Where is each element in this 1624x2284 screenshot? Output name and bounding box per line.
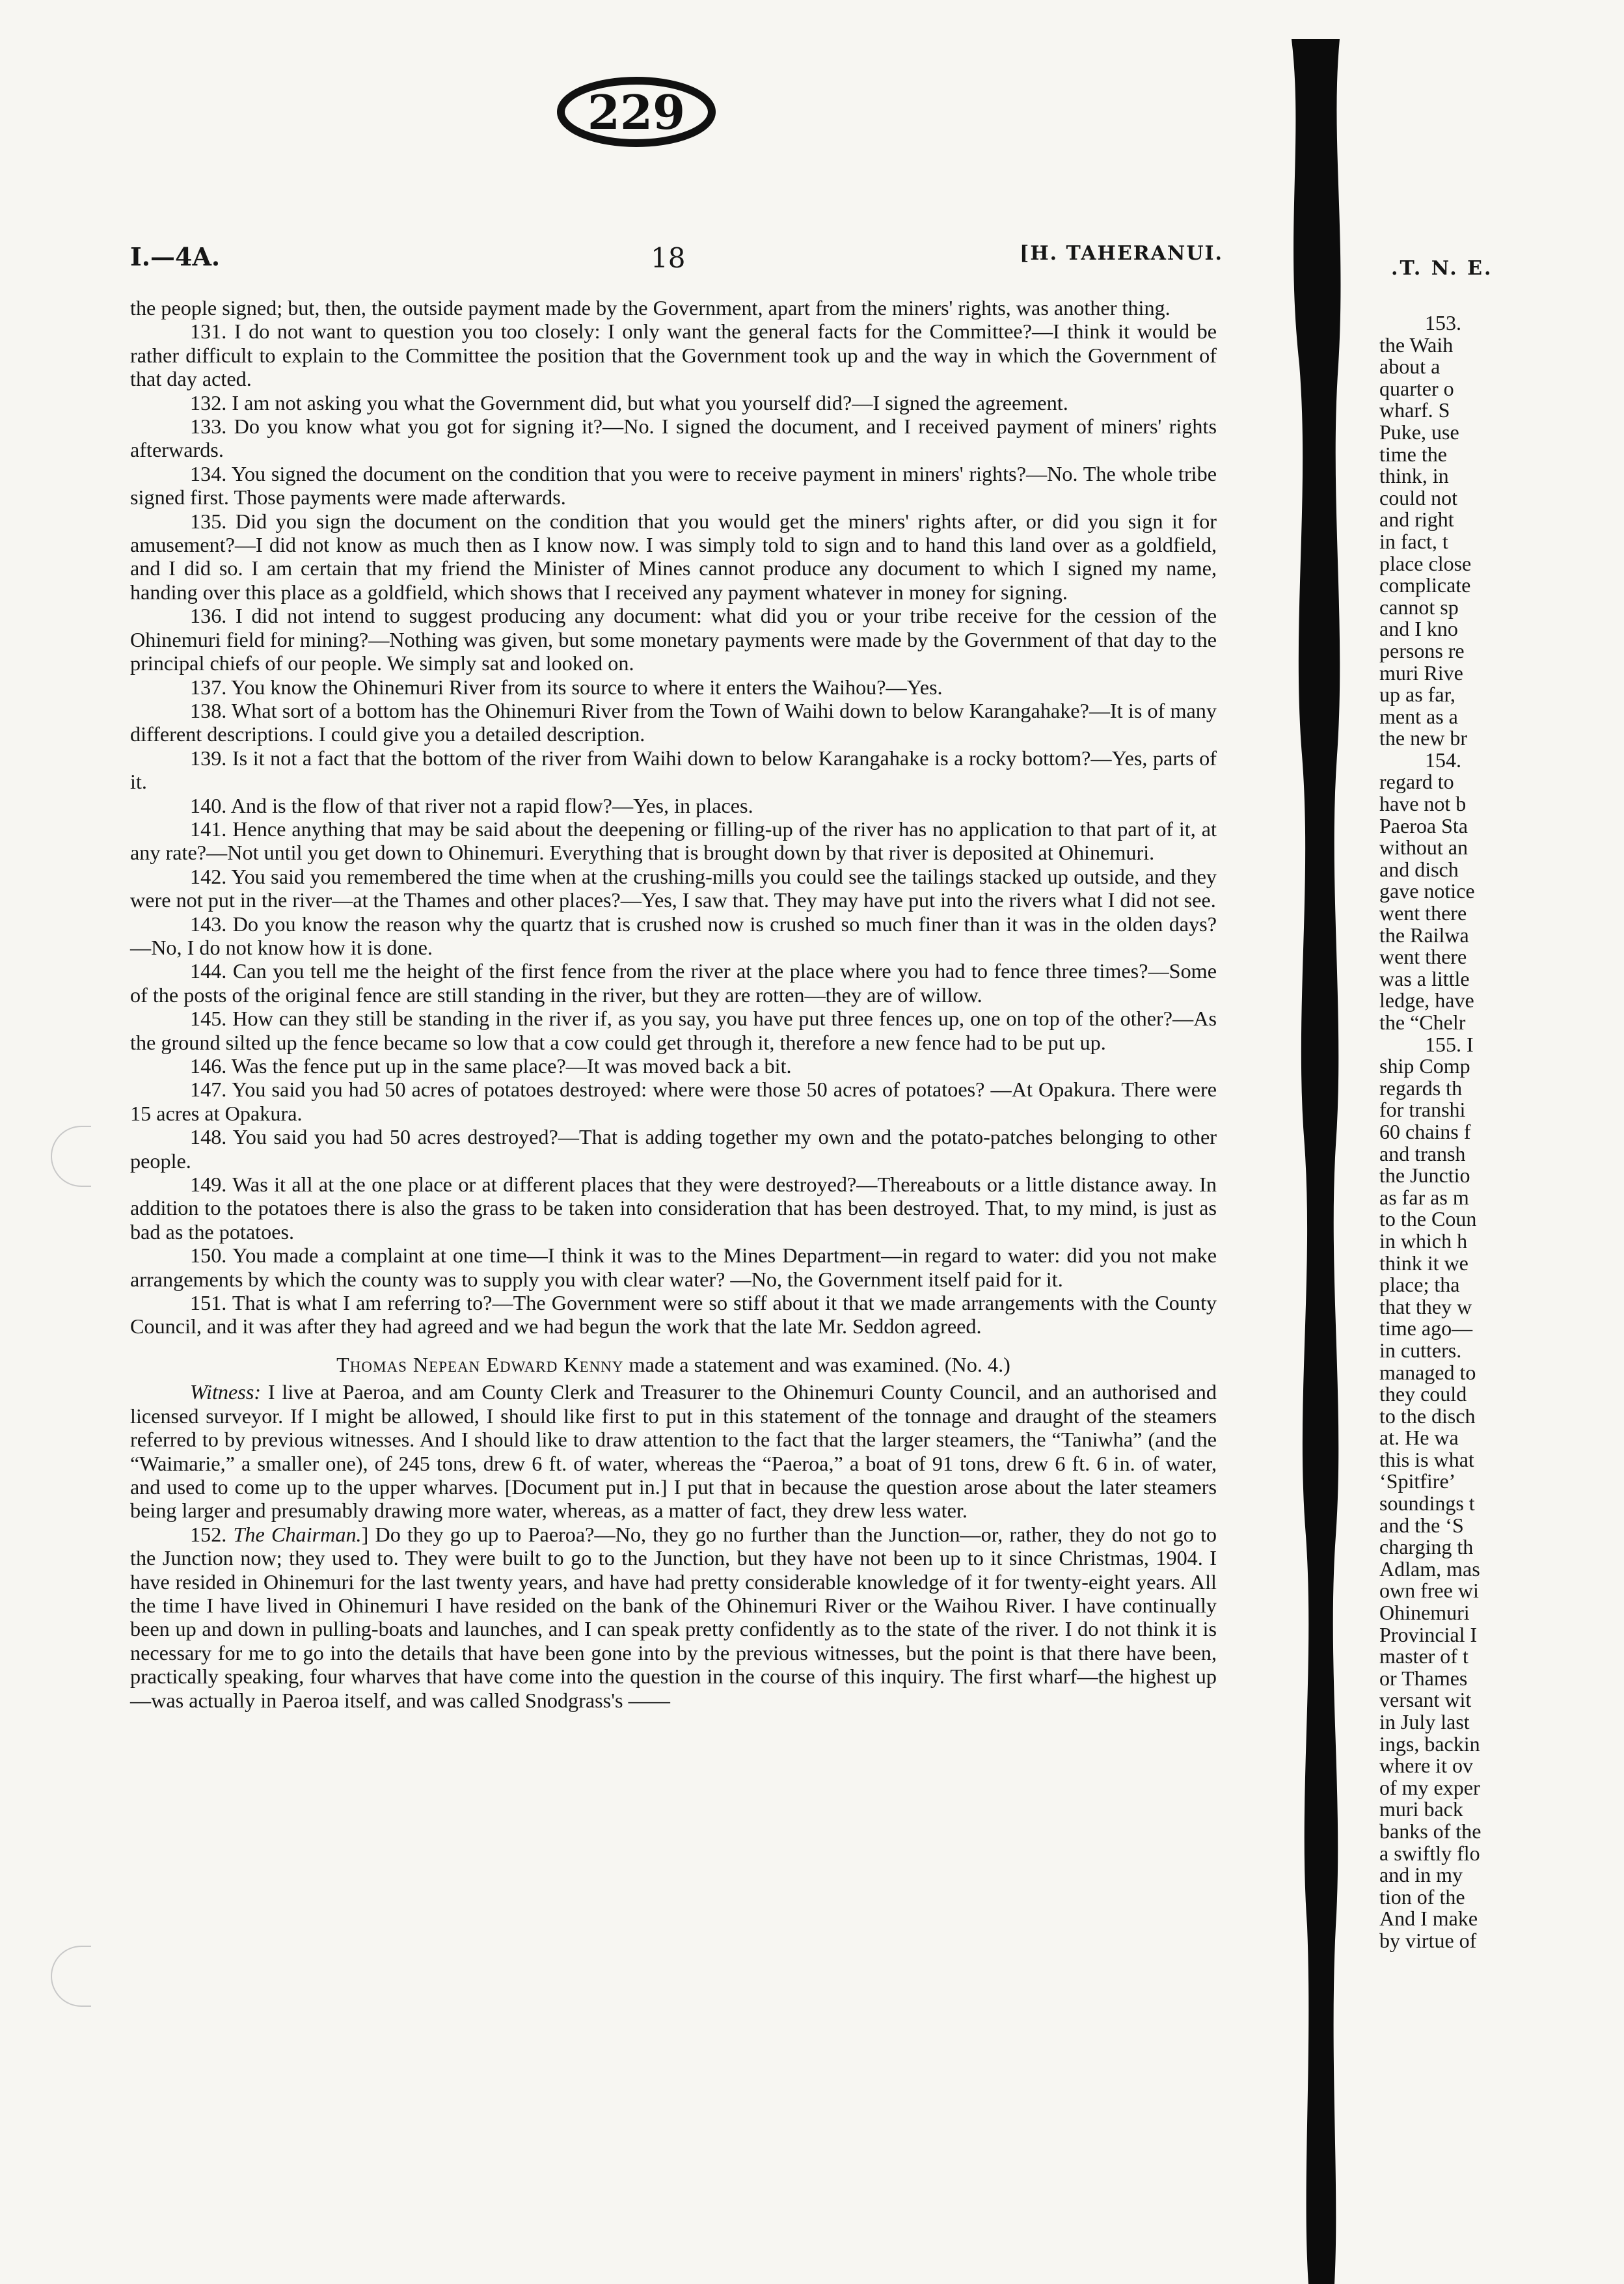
qa-paragraph: 151. That is what I am referring to?—The Government were so stiff about it that we made arrangements with the County Council, and it was after they had agreed and we had begun the work that the late Mr. Seddon agreed.: [130, 1291, 1217, 1339]
fragment-line: Ohinemuri: [1379, 1601, 1470, 1625]
qa-paragraph: 143. Do you know the reason why the quartz that is crushed now is crushed so much finer than it was in the olden days?—No, I do not know how it is done.: [130, 912, 1217, 959]
qa-paragraph: 141. Hence anything that may be said about the deepening or filling-up of the river has no application to that part of it, at any rate?—Not until you get down to Ohinemuri. Everything that is brought down by that river is deposited at Ohinemuri.: [130, 817, 1217, 865]
fragment-line: ship Comp: [1379, 1054, 1470, 1078]
fragment-line: ledge, have: [1379, 988, 1474, 1013]
qa-paragraph: 138. What sort of a bottom has the Ohinemuri River from the Town of Waihi down to below Karangahake?—It is of many different descriptions. I could give you a detailed description.: [130, 698, 1217, 746]
report-reference: I.—4A.: [130, 242, 221, 271]
qa-paragraph: 142. You said you remembered the time when at the crushing-mills you could see the tailings stacked up outside, and they were not put in the river—at the Thames and other places?—Yes, I saw that. They may have put into the rivers what I did not see.: [130, 864, 1217, 912]
fragment-line: and the ‘S: [1379, 1513, 1464, 1537]
fragment-line: banks of the: [1379, 1819, 1482, 1843]
fragment-line: have not b: [1379, 792, 1467, 816]
fragment-line: gave notice: [1379, 879, 1475, 903]
fragment-line: and disch: [1379, 857, 1459, 881]
fragment-line: time ago—: [1379, 1316, 1473, 1340]
fragment-line: complicate: [1379, 573, 1471, 597]
fragment-line: soundings t: [1379, 1491, 1475, 1516]
fragment-line: and right: [1379, 508, 1454, 532]
fragment-line: Paeroa Sta: [1379, 813, 1468, 837]
qa-paragraph: 150. You made a complaint at one time—I think it was to the Mines Department—in regard to water: did you not make arrangements by which the county was to supply you with clear water? —No, the Government itself paid for it.: [130, 1244, 1217, 1291]
qa-paragraph: 147. You said you had 50 acres of potatoes destroyed: where were those 50 acres of potatoes? —At Opakura. There were 15 acres at Opakura.: [130, 1078, 1217, 1125]
fragment-line: they could: [1379, 1382, 1467, 1406]
punch-hole-mark: [51, 1126, 91, 1187]
qa-paragraph: 149. Was it all at the one place or at different places that they were destroyed?—Thereabouts or a little distance away. In addition to the potatoes there is also the grass to be taken into consideration that has been destroyed. That, to my mind, is just as bad as the potatoes.: [130, 1173, 1217, 1244]
fragment-line: persons re: [1379, 638, 1465, 662]
fragment-line: tion of the: [1379, 1884, 1465, 1909]
fragment-line: as far as m: [1379, 1185, 1469, 1209]
fragment-line: the Junctio: [1379, 1163, 1470, 1188]
fragment-line: went there: [1379, 945, 1467, 969]
fragment-line: ment as a: [1379, 704, 1458, 728]
fragment-line: And I make: [1379, 1907, 1478, 1931]
fragment-line: about a: [1379, 355, 1441, 379]
next-page-text-fragment: [1379, 312, 1594, 2199]
fragment-line: a swiftly flo: [1379, 1841, 1480, 1865]
binding-shadow-stripe: [1272, 39, 1350, 2284]
q152-speaker: The Chairman.: [233, 1522, 362, 1546]
fragment-line: by virtue of: [1379, 1928, 1477, 1952]
fragment-line: and I kno: [1379, 617, 1458, 641]
fragment-line: Provincial I: [1379, 1622, 1478, 1646]
fragment-line: time the: [1379, 442, 1447, 466]
fragment-line: 155. I: [1425, 1032, 1474, 1056]
qa-paragraph: 146. Was the fence put up in the same place?—It was moved back a bit.: [190, 1054, 792, 1078]
witness-statement-text: I live at Paeroa, and am County Clerk and Treasurer to the Ohinemuri County Council, and an authorised and licensed surveyor. If I might be allowed, I should like first to put in this statement of the tonnage and draught of the steamers referred to by previous witnesses. And I should like to draw attention to the fact that the larger steamers, the “Taniwha” (and the “Waimarie,” a smaller one), of 245 tons, drew 6 ft. of water, whereas the “Paeroa,” a boat of 91 tons, drew 6 ft. 6 in. of water, and used to come up to the upper wharves. [Document put in.] I put that in because the question arose about the later steamers being larger and presumably drawing more water, whereas, as a matter of fact, they drew less water.: [130, 1380, 1217, 1523]
qa-paragraph: 139. Is it not a fact that the bottom of the river from Waihi down to below Karangahake is a rocky bottom?—Yes, parts of it.: [130, 746, 1217, 794]
main-text-column: [130, 296, 1217, 2112]
qa-paragraph: 135. Did you sign the document on the condition that you would get the miners' rights after, or did you sign it for amusement?—I did not know as much then as I know now. I was simply told to sign and to hand this land over as a goldfield, and I did so. I am certain that my friend the Minister of Mines cannot produce any document to which I signed my name, handing over this place as a goldfield, which shows that I received any payment whatever in money for signing.: [130, 509, 1217, 604]
fragment-line: could not: [1379, 485, 1457, 510]
fragment-line: at. He wa: [1379, 1426, 1459, 1450]
fragment-line: place close: [1379, 551, 1472, 575]
fragment-line: to the disch: [1379, 1404, 1476, 1428]
qa-paragraph: 132. I am not asking you what the Government did, but what you yourself did?—I signed the agreement.: [190, 390, 1068, 415]
fragment-line: without an: [1379, 836, 1468, 860]
qa-paragraph: 134. You signed the document on the condition that you were to receive payment in miners' rights?—No. The whole tribe signed first. Those payments were made afterwards.: [130, 461, 1217, 510]
fragment-line: wharf. S: [1379, 398, 1450, 422]
fragment-line: for transhi: [1379, 1098, 1466, 1122]
qa-paragraph: 148. You said you had 50 acres destroyed?—That is adding together my own and the potato-patches belonging to other people.: [130, 1125, 1217, 1173]
fragment-line: think it we: [1379, 1251, 1468, 1275]
witness-label: Witness:: [190, 1380, 262, 1404]
fragment-line: or Thames: [1379, 1666, 1468, 1690]
fragment-line: in cutters.: [1379, 1338, 1462, 1362]
qa-paragraph: 131. I do not want to question you too closely: I only want the general facts for the Committee?—I think it would be rather difficult to explain to the Committee the position that the Government took up and the way in which the Government of that day acted.: [130, 319, 1217, 391]
fragment-line: muri back: [1379, 1797, 1463, 1821]
fragment-line: went there: [1379, 901, 1467, 925]
fragment-line: managed to: [1379, 1360, 1476, 1384]
fragment-line: think, in: [1379, 464, 1449, 488]
fragment-line: was a little: [1379, 966, 1470, 990]
fragment-line: and in my: [1379, 1863, 1463, 1887]
fragment-line: charging th: [1379, 1535, 1474, 1559]
qa-paragraph-152: [130, 1523, 1217, 1712]
stamp-number: 229: [587, 85, 686, 140]
qa-paragraph: 140. And is the flow of that river not a rapid flow?—Yes, in places.: [190, 793, 753, 817]
fragment-line: own free wi: [1379, 1579, 1479, 1603]
qa-paragraph: 144. Can you tell me the height of the first fence from the river at the place where you had to fence three times?—Some of the posts of the original fence are still standing in the river, but they are rotten—they are of willow.: [130, 959, 1217, 1007]
punch-hole-mark: [51, 1946, 91, 2007]
fragment-line: ‘Spitfire’: [1379, 1469, 1456, 1493]
fragment-line: the Railwa: [1379, 923, 1469, 947]
witness-name: Thomas Nepean Edward Kenny: [336, 1352, 624, 1376]
next-page-header-fragment: .T. N. E.: [1391, 257, 1493, 280]
fragment-line: cannot sp: [1379, 595, 1459, 619]
fragment-line: in which h: [1379, 1229, 1468, 1253]
intro-paragraph: the people signed; but, then, the outside payment made by the Government, apart from the miners' rights, was another thing.: [130, 296, 1171, 319]
fragment-line: 60 chains f: [1379, 1119, 1471, 1143]
page-number: 18: [651, 242, 686, 274]
fragment-line: this is what: [1379, 1447, 1474, 1471]
q152-number: 152.: [190, 1522, 227, 1546]
fragment-line: versant wit: [1379, 1688, 1472, 1712]
witness-header: [H. TAHERANUI.: [1020, 242, 1223, 265]
fragment-line: regards th: [1379, 1076, 1463, 1100]
fragment-line: regard to: [1379, 770, 1454, 794]
handwritten-folio-stamp: [553, 72, 722, 150]
q152-text: ] Do they go up to Paeroa?—No, they go no further than the Junction—or, rather, they do not go to the Junction now; they used to. They were built to go to the Junction, but they have not been up to it since Christmas, 1904. I have resided in Ohinemuri for the last twenty years, and have had pretty considerable knowledge of it for twenty-eight years. All the time I have lived in Ohinemuri I have resided on the bank of the Ohinemuri River or the Waihou River. I have continually been up and down in pulling-boats and launches, and I can speak pretty confidently as to the state of the river. I do not think it is necessary for me to go into the details that have been gone into by the previous witnesses, but the point is that there have been, practically speaking, four wharves that have come into the question in the course of this inquiry. The first wharf—the highest up—was actually in Paeroa itself, and was called Snodgrass's ——: [130, 1522, 1217, 1712]
qa-paragraph: 136. I did not intend to suggest producing any document: what did you or your tribe receive for the cession of the Ohinemuri field for mining?—Nothing was given, but some monetary payments were made by the Government of that day to the principal chiefs of our people. We simply sat and looked on.: [130, 604, 1217, 675]
fragment-line: to the Coun: [1379, 1207, 1477, 1231]
qa-paragraph: 145. How can they still be standing in the river if, as you say, you have put three fences up, one on top of the other?—As the ground silted up the fence became so low that a cow could get through it, therefore a new fence had to be put up.: [130, 1007, 1217, 1054]
fragment-line: Puke, use: [1379, 420, 1459, 444]
fragment-line: in July last: [1379, 1710, 1470, 1733]
fragment-line: place; tha: [1379, 1273, 1460, 1297]
fragment-line: that they w: [1379, 1294, 1472, 1318]
fragment-line: master of t: [1379, 1644, 1468, 1668]
witness-heading: [130, 1353, 1217, 1376]
fragment-line: the new br: [1379, 726, 1468, 750]
witness-statement: [130, 1380, 1217, 1522]
fragment-line: 154.: [1425, 748, 1461, 772]
witness-heading-rest: made a statement and was examined. (No. 4.): [629, 1352, 1010, 1376]
fragment-line: the Waih: [1379, 333, 1454, 357]
page-header: [130, 242, 1223, 275]
fragment-line: where it ov: [1379, 1754, 1473, 1778]
qa-paragraph: 133. Do you know what you got for signing it?—No. I signed the document, and I received payment of miners' rights afterwards.: [130, 415, 1217, 462]
fragment-line: the “Chelr: [1379, 1011, 1466, 1034]
fragment-line: up as far,: [1379, 683, 1455, 707]
fragment-line: ings, backin: [1379, 1732, 1480, 1756]
fragment-line: in fact, t: [1379, 529, 1448, 553]
fragment-line: and transh: [1379, 1141, 1466, 1165]
fragment-line: 153.: [1425, 312, 1461, 334]
qa-paragraph: 137. You know the Ohinemuri River from its source to where it enters the Waihou?—Yes.: [190, 675, 943, 699]
fragment-line: of my exper: [1379, 1775, 1480, 1799]
fragment-line: muri Rive: [1379, 660, 1463, 685]
fragment-line: quarter o: [1379, 376, 1454, 400]
fragment-line: Adlam, mas: [1379, 1557, 1480, 1581]
